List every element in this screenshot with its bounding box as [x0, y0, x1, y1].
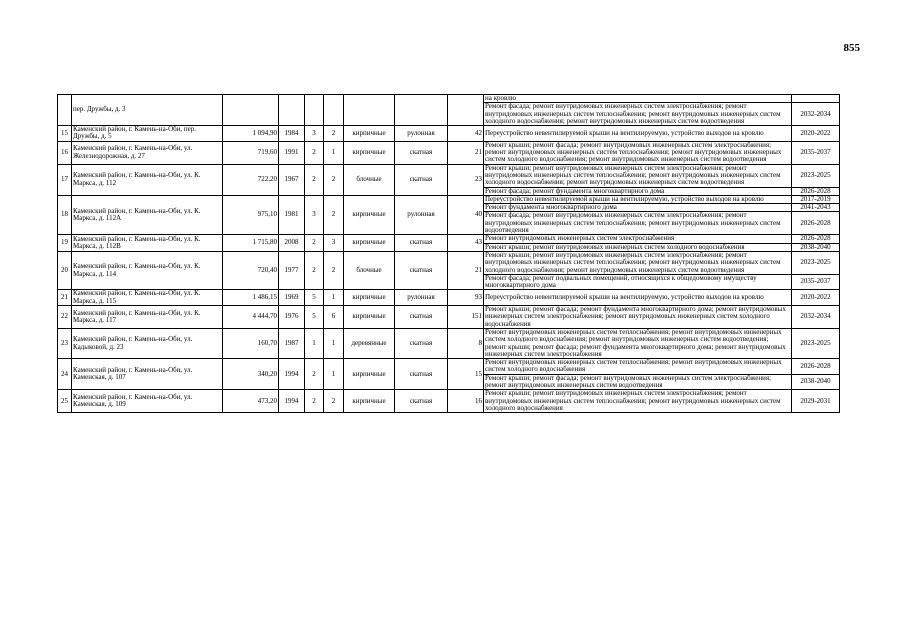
year-cell: 1976	[279, 306, 305, 329]
work-period-cell: 2023-2025	[792, 164, 840, 187]
entrances-cell: 2	[324, 251, 344, 289]
apartments-cell: 151	[448, 306, 484, 329]
row-number: 25	[58, 390, 72, 413]
roof-cell	[395, 95, 448, 126]
year-cell: 1969	[279, 290, 305, 306]
row-number: 16	[58, 141, 72, 164]
walls-cell: кирпичные	[344, 141, 395, 164]
roof-cell: рулонная	[395, 290, 448, 306]
area-cell: 1 486,15	[223, 290, 279, 306]
year-cell: 1991	[279, 141, 305, 164]
floors-cell: 5	[305, 290, 324, 306]
work-description-cell: Ремонт внутридомовых инженерных систем теплоснабжения; ремонт внутридомовых инженерных систем холодного водоснабжения; ремонт внутридомовых инженерных систем водоотведения; ремонт крыши; ремонт фасада; ремонт фундамента многоквартирного дома; ремонт внутридомовых инженерных систем электроснабжения	[484, 328, 792, 358]
area-cell: 473,20	[223, 390, 279, 413]
table-row	[58, 235, 840, 243]
work-period-cell: 2026-2028	[792, 359, 840, 375]
apartments-cell: 42	[448, 126, 484, 142]
walls-cell: деревянные	[344, 328, 395, 358]
row-number: 18	[58, 195, 72, 234]
work-period-cell: 2038-2040	[792, 374, 840, 390]
work-period-cell	[792, 95, 840, 103]
work-description-cell: Ремонт крыши; ремонт внутридомовых инженерных систем холодного водоснабжения	[484, 243, 792, 251]
walls-cell: кирпичные	[344, 290, 395, 306]
entrances-cell: 6	[324, 306, 344, 329]
work-period-cell: 2029-2031	[792, 390, 840, 413]
table-row	[58, 390, 840, 413]
year-cell: 1994	[279, 359, 305, 390]
apartments-cell: 21	[448, 141, 484, 164]
roof-cell: скатная	[395, 390, 448, 413]
page-number: 855	[843, 42, 860, 54]
table-row	[58, 164, 840, 187]
address-cell: пер. Дружбы, д. 3	[72, 95, 223, 126]
apartments-cell: 21	[448, 251, 484, 289]
address-cell: Каменский район, г. Камень-на-Оби, пер. Дружбы, д. 5	[72, 126, 223, 142]
table-row	[58, 290, 840, 306]
work-description-cell: Ремонт внутридомовых инженерных систем теплоснабжения; ремонт внутридомовых инженерных систем холодного водоснабжения	[484, 359, 792, 375]
table-body	[58, 95, 840, 413]
work-description-cell: Ремонт крыши; ремонт внутридомовых инженерных систем электроснабжения; ремонт внутридомовых инженерных систем теплоснабжения; ремонт внутридомовых инженерных систем холодного водоснабжения; ремонт внутридомовых инженерных систем водоотведения	[484, 251, 792, 274]
floors-cell: 2	[305, 359, 324, 390]
floors-cell: 2	[305, 141, 324, 164]
work-period-cell: 2041-2043	[792, 204, 840, 212]
work-period-cell: 2035-2037	[792, 274, 840, 290]
work-description-cell: Ремонт крыши; ремонт внутридомовых инженерных систем электроснабжения; ремонт внутридомовых инженерных систем теплоснабжения; ремонт внутридомовых инженерных систем холодного водоснабжения	[484, 390, 792, 413]
work-period-cell: 2026-2028	[792, 235, 840, 243]
work-description-cell: Ремонт фасада; ремонт внутридомовых инженерных систем электроснабжения; ремонт внутридомовых инженерных систем теплоснабжения; ремонт внутридомовых инженерных систем водоотведения	[484, 212, 792, 235]
work-description-cell: Переустройство невентилируемой крыши на вентилируемую, устройство выходов на кровлю	[484, 126, 792, 142]
work-description-cell: Переустройство невентилируемой крыши на вентилируемую, устройство выходов на кровлю	[484, 290, 792, 306]
work-description-cell: Ремонт фасада; ремонт подвальных помещений, относящихся к общедомовому имуществу многоквартирного дома	[484, 274, 792, 290]
work-description-cell: Ремонт фасада; ремонт фундамента многоквартирного дома	[484, 187, 792, 195]
floors-cell: 3	[305, 126, 324, 142]
year-cell: 1984	[279, 126, 305, 142]
floors-cell: 1	[305, 328, 324, 358]
address-cell: Каменский район, г. Камень-на-Оби, ул. К. Маркса, д. 112	[72, 164, 223, 195]
work-period-cell: 2026-2028	[792, 212, 840, 235]
area-cell: 1 094,90	[223, 126, 279, 142]
work-period-cell: 2020-2022	[792, 126, 840, 142]
entrances-cell: 2	[324, 195, 344, 234]
floors-cell: 2	[305, 164, 324, 195]
row-number: 23	[58, 328, 72, 358]
entrances-cell: 2	[324, 126, 344, 142]
address-cell: Каменский район, г. Камень-на-Оби, ул. К. Маркса, д. 114	[72, 251, 223, 289]
walls-cell: блочные	[344, 164, 395, 195]
address-cell: Каменский район, г. Камень-на-Оби, ул. Железнодорожная, д. 27	[72, 141, 223, 164]
year-cell: 2008	[279, 235, 305, 252]
walls-cell: блочные	[344, 251, 395, 289]
table-row	[58, 126, 840, 142]
row-number: 22	[58, 306, 72, 329]
row-number: 21	[58, 290, 72, 306]
row-number: 15	[58, 126, 72, 142]
work-description-cell: Ремонт крыши; ремонт фасада; ремонт внутридомовых инженерных систем электроснабжения; ремонт внутридомовых инженерных систем теплоснабжения; ремонт внутридомовых инженерных систем холодного водоснабжения; ремонт внутридомовых инженерных систем водоотведения	[484, 141, 792, 164]
address-cell: Каменский район, г. Камень-на-Оби, ул. К. Маркса, д. 112А	[72, 195, 223, 234]
work-period-cell: 2035-2037	[792, 141, 840, 164]
address-cell: Каменский район, г. Камень-на-Оби, ул. К. Маркса, д. 115	[72, 290, 223, 306]
year-cell: 1987	[279, 328, 305, 358]
table-row	[58, 141, 840, 164]
work-description-cell: Ремонт крыши; ремонт фасада; ремонт внутридомовых инженерных систем электроснабжения; ремонт внутридомовых инженерных систем водоотведения	[484, 374, 792, 390]
address-cell: Каменский район, г. Камень-на-Оби, ул. К. Маркса, д. 117	[72, 306, 223, 329]
work-description-cell: Ремонт внутридомовых инженерных систем электроснабжения	[484, 235, 792, 243]
apartments-cell: 40	[448, 195, 484, 234]
roof-cell: скатная	[395, 251, 448, 289]
area-cell: 160,70	[223, 328, 279, 358]
address-cell: Каменский район, г. Камень-на-Оби, ул. К. Маркса, д. 112В	[72, 235, 223, 252]
entrances-cell: 1	[324, 328, 344, 358]
address-cell: Каменский район, г. Камень-на-Оби, ул. Каменская, д. 107	[72, 359, 223, 390]
apartments-cell: 16	[448, 390, 484, 413]
roof-cell: скатная	[395, 164, 448, 195]
floors-cell	[305, 95, 324, 126]
entrances-cell: 1	[324, 290, 344, 306]
area-cell: 340,20	[223, 359, 279, 390]
address-cell: Каменский район, г. Камень-на-Оби, ул. Кадыковой, д. 23	[72, 328, 223, 358]
roof-cell: рулонная	[395, 195, 448, 234]
year-cell: 1994	[279, 390, 305, 413]
work-period-cell: 2023-2025	[792, 328, 840, 358]
work-description-cell: Ремонт фундамента многоквартирного дома	[484, 204, 792, 212]
walls-cell: кирпичные	[344, 390, 395, 413]
entrances-cell: 3	[324, 235, 344, 252]
housing-register-table	[57, 94, 840, 413]
work-period-cell: 2032-2034	[792, 103, 840, 126]
address-cell: Каменский район, г. Камень-на-Оби, ул. Каменская, д. 109	[72, 390, 223, 413]
table-row	[58, 328, 840, 358]
work-period-cell: 2023-2025	[792, 251, 840, 274]
roof-cell: рулонная	[395, 126, 448, 142]
apartments-cell: 43	[448, 235, 484, 252]
work-period-cell: 2017-2019	[792, 195, 840, 203]
year-cell: 1967	[279, 164, 305, 195]
entrances-cell: 2	[324, 390, 344, 413]
table-row	[58, 306, 840, 329]
work-description-cell: Ремонт крыши; ремонт фасада; ремонт фундамента многоквартирного дома; ремонт внутридомовых инженерных систем электроснабжения; ремонт внутридомовых инженерных систем холодного водоснабжения	[484, 306, 792, 329]
floors-cell: 5	[305, 306, 324, 329]
floors-cell: 2	[305, 235, 324, 252]
work-period-cell: 2038-2040	[792, 243, 840, 251]
floors-cell: 3	[305, 195, 324, 234]
floors-cell: 2	[305, 390, 324, 413]
roof-cell: скатная	[395, 235, 448, 252]
apartments-cell: 15	[448, 359, 484, 390]
area-cell: 722,20	[223, 164, 279, 195]
table-row	[58, 251, 840, 274]
walls-cell: кирпичные	[344, 235, 395, 252]
work-description-cell: Ремонт крыши; ремонт внутридомовых инженерных систем электроснабжения; ремонт внутридомовых инженерных систем теплоснабжения; ремонт внутридомовых инженерных систем холодного водоснабжения; ремонт внутридомовых инженерных систем водоотведения	[484, 164, 792, 187]
area-cell: 720,40	[223, 251, 279, 289]
area-cell: 719,60	[223, 141, 279, 164]
apartments-cell: 23	[448, 164, 484, 195]
apartments-cell: 8	[448, 328, 484, 358]
row-number	[58, 95, 72, 126]
roof-cell: скатная	[395, 306, 448, 329]
walls-cell	[344, 95, 395, 126]
entrances-cell: 1	[324, 359, 344, 390]
entrances-cell	[324, 95, 344, 126]
table-row	[58, 359, 840, 375]
roof-cell: скатная	[395, 359, 448, 390]
work-description-cell: Переустройство невентилируемой крыши на вентилируемую, устройство выходов на кровлю	[484, 195, 792, 203]
work-period-cell: 2026-2028	[792, 187, 840, 195]
row-number: 24	[58, 359, 72, 390]
entrances-cell: 2	[324, 164, 344, 195]
year-cell: 1981	[279, 195, 305, 234]
entrances-cell: 1	[324, 141, 344, 164]
work-period-cell: 2032-2034	[792, 306, 840, 329]
apartments-cell: 93	[448, 290, 484, 306]
row-number: 17	[58, 164, 72, 195]
row-number: 20	[58, 251, 72, 289]
floors-cell: 2	[305, 251, 324, 289]
apartments-cell	[448, 95, 484, 126]
table-row	[58, 95, 840, 103]
area-cell: 1 715,80	[223, 235, 279, 252]
area-cell: 975,10	[223, 195, 279, 234]
roof-cell: скатная	[395, 328, 448, 358]
walls-cell: кирпичные	[344, 126, 395, 142]
work-description-cell: Ремонт фасада; ремонт внутридомовых инженерных систем электроснабжения; ремонт внутридомовых инженерных систем теплоснабжения; ремонт внутридомовых инженерных систем холодного водоснабжения; ремонт внутридомовых инженерных систем водоотведения	[484, 103, 792, 126]
year-cell: 1977	[279, 251, 305, 289]
walls-cell: кирпичные	[344, 306, 395, 329]
work-period-cell: 2020-2022	[792, 290, 840, 306]
walls-cell: кирпичные	[344, 359, 395, 390]
area-cell: 4 444,70	[223, 306, 279, 329]
year-cell	[279, 95, 305, 126]
work-description-cell: на кровлю	[484, 95, 792, 103]
table-row	[58, 195, 840, 203]
area-cell	[223, 95, 279, 126]
roof-cell: скатная	[395, 141, 448, 164]
row-number: 19	[58, 235, 72, 252]
walls-cell: кирпичные	[344, 195, 395, 234]
